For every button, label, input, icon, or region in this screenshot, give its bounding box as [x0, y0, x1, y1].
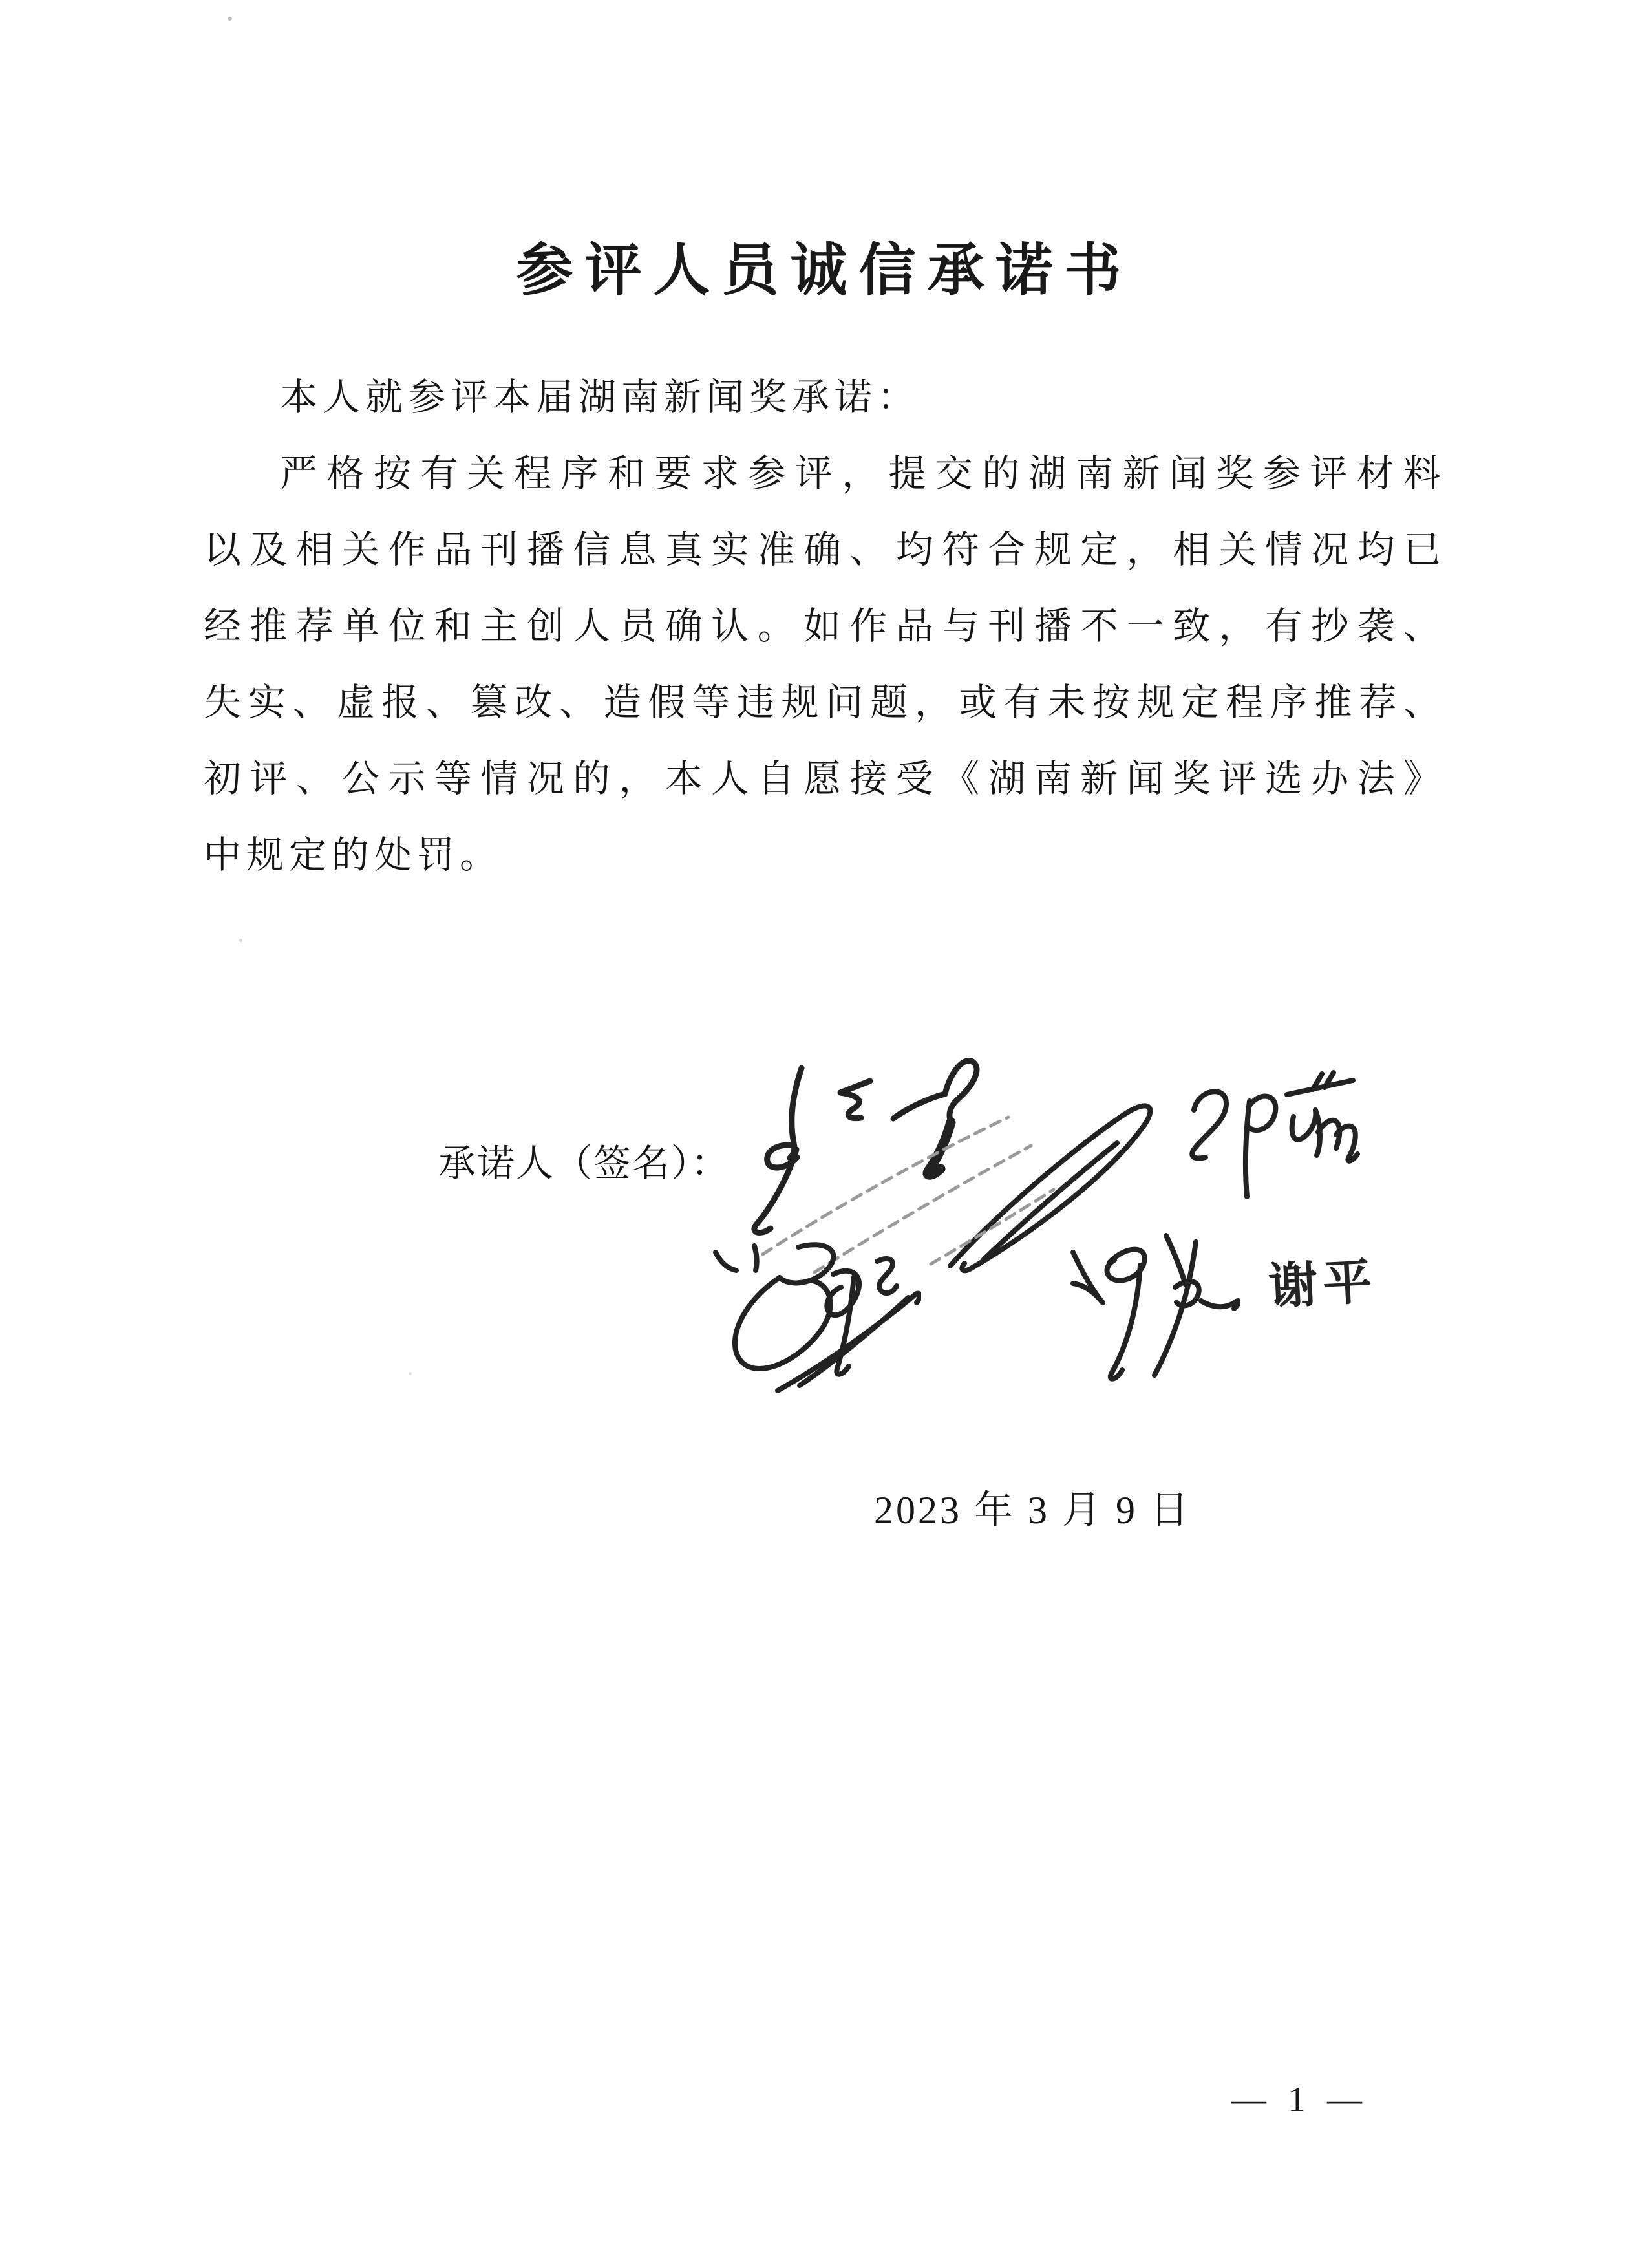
body-line: 初评、公示等情况的，本人自愿接受《湖南新闻奖评选办法》 [204, 758, 1446, 800]
page-title: 参评人员诚信承诺书 [516, 240, 1133, 303]
page-number: — 1 — [1231, 2080, 1368, 2119]
handwritten-signature-xieping: 谢平 [1267, 1252, 1379, 1316]
document-date: 2023 年 3 月 9 日 [874, 1489, 1191, 1532]
scan-speck [409, 1372, 412, 1375]
body-line: 中规定的处罚。 [204, 834, 503, 876]
handwritten-signature-3 [701, 1238, 921, 1396]
scan-speck [228, 17, 232, 21]
body-line: 失实、虚报、篡改、造假等违规问题，或有未按规定程序推荐、 [204, 681, 1446, 723]
body-line: 本人就参评本届湖南新闻奖承诺： [280, 376, 920, 418]
scan-speck [239, 939, 242, 942]
signer-label: 承诺人（签名）： [438, 1142, 730, 1184]
body-line: 严格按有关程序和要求参评，提交的湖南新闻奖参评材料 [280, 453, 1446, 495]
handwritten-signature-4 [1046, 1225, 1240, 1442]
handwritten-signature-2 [1160, 1070, 1361, 1212]
body-line: 以及相关作品刊播信息真实准确、均符合规定，相关情况均已 [204, 529, 1446, 571]
body-line: 经推荐单位和主创人员确认。如作品与刊播不一致，有抄袭、 [204, 605, 1446, 647]
body-text [204, 359, 1446, 893]
